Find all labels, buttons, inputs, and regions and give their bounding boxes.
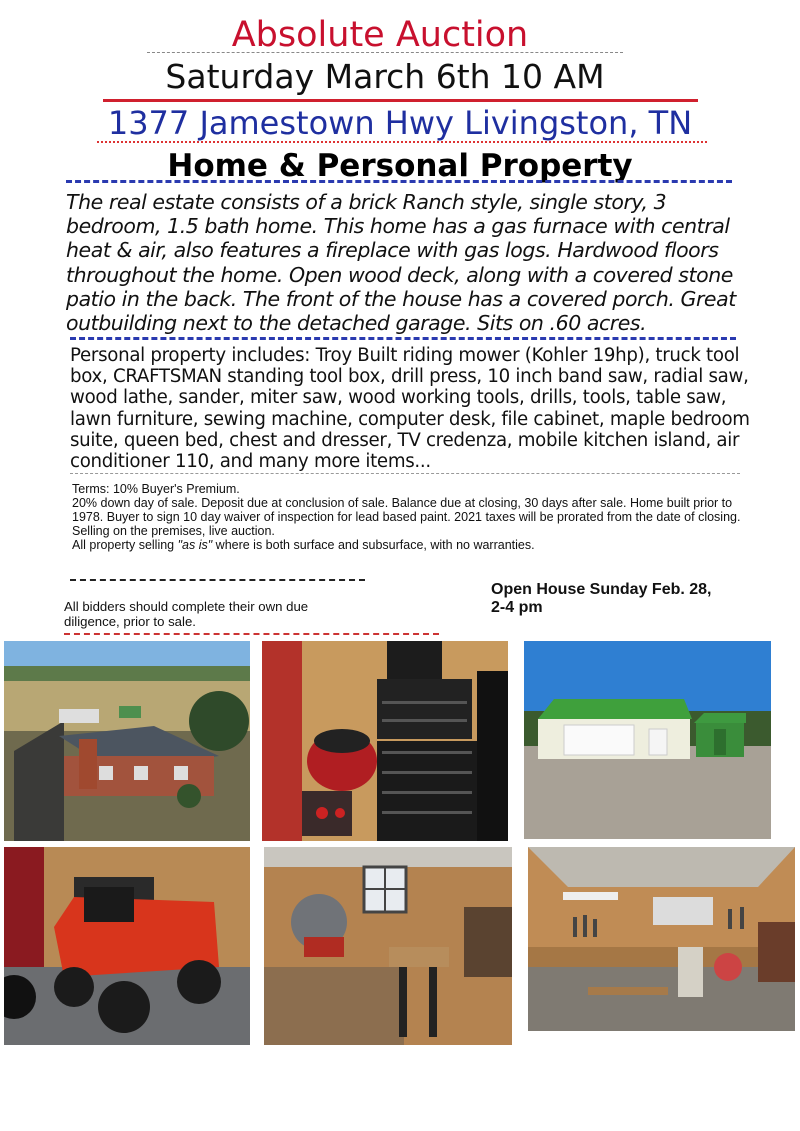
headline: Home & Personal Property <box>167 148 633 184</box>
terms-block <box>72 482 747 552</box>
divider <box>66 180 732 183</box>
auction-date-time: Saturday March 6th 10 AM <box>165 57 605 96</box>
divider <box>97 141 707 143</box>
terms-selling: Selling on the premises, live auction. <box>72 524 275 538</box>
divider <box>64 633 439 635</box>
riding-mower-photo <box>4 847 250 1045</box>
divider <box>70 473 740 474</box>
divider <box>70 579 365 581</box>
personal-property-list: Personal property includes: Troy Built riding mower (Kohler 19hp), truck tool box, CRAFTSMAN standing tool box, drill press, 10 inch band saw, radial saw, wood lathe, sander, miter saw, wood working tools, drills, tools, table saw, lawn furniture, sewing machine, computer desk, file cabinet, maple bedroom suite, queen bed, chest and dresser, TV credenza, mobile kitchen island, air conditioner 110, and many more items... <box>70 345 750 473</box>
auction-type-title: Absolute Auction <box>231 15 529 55</box>
aerial-house-photo <box>4 641 250 841</box>
terms-payment: 20% down day of sale. Deposit due at conclusion of sale. Balance due at closing, 30 days after sale. Home built prior to 1978. Buyer to sign 10 day waiver of inspection for lead based paint. 2021 taxes will be prorated from the date of closing. <box>72 496 741 524</box>
terms-as-is: All property selling "as is" where is both surface and subsurface, with no warranties. <box>72 538 535 552</box>
divider <box>70 337 736 340</box>
detached-garage-photo <box>524 641 771 839</box>
terms-premium: Terms: 10% Buyer's Premium. <box>72 482 240 496</box>
real-estate-description: The real estate consists of a brick Ranch style, single story, 3 bedroom, 1.5 bath home. This home has a gas furnace with central heat & air, also features a fireplace with gas logs. Hardwood floors throughout the home. Open wood deck, along with a covered stone patio in the back. The front of the house has a covered porch. Great outbuilding next to the detached garage. Sits on .60 acres. <box>66 190 736 336</box>
open-house-notice: Open House Sunday Feb. 28, 2-4 pm <box>491 581 712 616</box>
property-address: 1377 Jamestown Hwy Livingston, TN <box>107 104 693 142</box>
due-diligence-note: All bidders should complete their own due diligence, prior to sale. <box>64 599 309 629</box>
workbench-workshop-photo <box>528 847 795 1031</box>
miter-saw-workshop-photo <box>264 847 512 1045</box>
craftsman-toolbox-photo <box>262 641 508 841</box>
divider <box>147 52 623 53</box>
